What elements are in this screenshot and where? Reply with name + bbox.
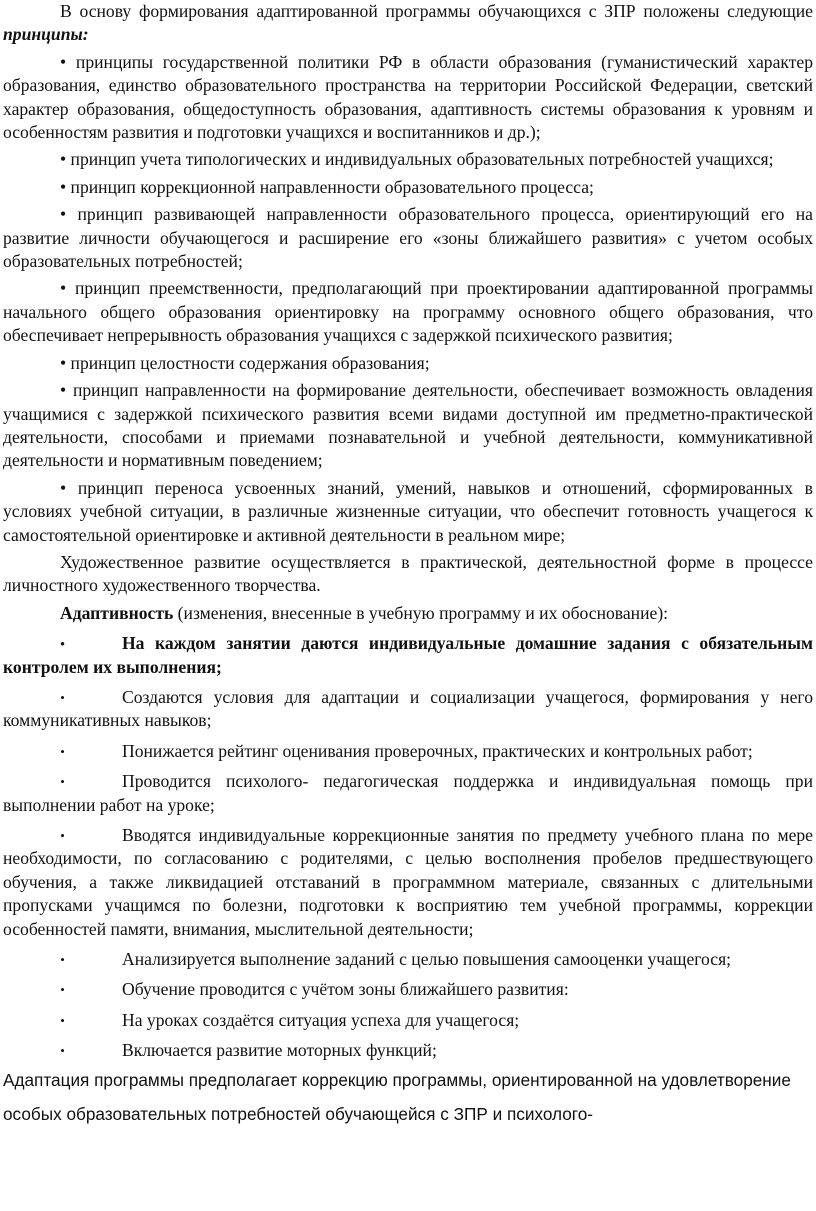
principle-item: • принцип целостности содержания образования; bbox=[60, 352, 430, 373]
adaptation-item bbox=[3, 770, 813, 817]
bullet-icon: • bbox=[60, 689, 65, 705]
adaptivity-label: Адаптивность bbox=[60, 602, 174, 623]
adaptation-text: Вводятся индивидуальные коррекционные занятия по предмету учебного плана по мере необходимости, по согласованию с родителями, с целью восполнения пробелов предшествующего обучения, а также ликвидацией отставаний в программном материале, связанных с длительными пропусками учащимся по болезни, подготовки к восприятию тем учебной программы, коррекции особенностей памяти, внимания, мыслительной деятельности; bbox=[3, 825, 813, 939]
bullet-icon: • bbox=[60, 774, 65, 790]
principle-item: • принцип направленности на формирование деятельности, обеспечивает возможность овладения учащимися с задержкой психического развития всеми видами доступной им предметно-практической деятельности, способами и приемами познавательной и учебной деятельности, коммуникативной деятельности и нормативным поведением; bbox=[3, 380, 813, 471]
adaptation-item bbox=[3, 740, 813, 763]
principle-item: • принцип переноса усвоенных знаний, умений, навыков и отношений, сформированных в условиях учебной ситуации, в различные жизненные ситуации, что обеспечит готовность учащегося к самостоятельной ориентировке и активной деятельности в реальном мире; bbox=[3, 477, 813, 545]
bullet-icon: • bbox=[60, 743, 65, 759]
adaptation-text: Включается развитие моторных функций; bbox=[122, 1040, 437, 1061]
adaptation-text: Проводится психолого- педагогическая поддержка и индивидуальная помощь при выполнении работ на уроке; bbox=[3, 771, 813, 815]
adaptation-text: На каждом занятии даются индивидуальные домашние задания с обязательным контролем их выполнения; bbox=[3, 633, 813, 677]
bullet-icon: • bbox=[60, 982, 65, 998]
adaptation-item bbox=[3, 948, 813, 971]
final-paragraph: Адаптация программы предполагает коррекцию программы, ориентированной на удовлетворение особых образовательных потребностей обучающейся с ЗПР и психолого- bbox=[3, 1069, 791, 1124]
adaptation-text: На уроках создаётся ситуация успеха для учащегося; bbox=[122, 1009, 520, 1030]
adaptivity-heading bbox=[3, 602, 813, 625]
adaptation-text: Создаются условия для адаптации и социализации учащегося, формирования у него коммуникативных навыков; bbox=[3, 686, 813, 731]
adaptation-text: Обучение проводится с учётом зоны ближайшего развития: bbox=[122, 979, 569, 1000]
adaptivity-text: (изменения, внесенные в учебную программу и их обоснование): bbox=[173, 602, 669, 623]
adaptation-item bbox=[3, 686, 813, 733]
adaptation-item bbox=[3, 632, 813, 679]
bullet-icon: • bbox=[60, 636, 65, 652]
adaptation-text: Понижается рейтинг оценивания проверочных, практических и контрольных работ; bbox=[122, 740, 753, 761]
adaptation-item bbox=[3, 1039, 813, 1062]
adaptation-text: Анализируется выполнение заданий с целью повышения самооценки учащегося; bbox=[122, 949, 732, 970]
principle-item: • принципы государственной политики РФ в области образования (гуманистический характер образования, единство образовательного пространства на территории Российской Федерации, светский характер образования, общедоступность образования, адаптивность системы образования к уровням и особенностям развития и подготовки учащихся и воспитанников и др.); bbox=[3, 51, 813, 143]
bullet-icon: • bbox=[60, 1012, 65, 1028]
bullet-icon: • bbox=[60, 828, 65, 843]
art-paragraph: Художественное развитие осуществляется в практической, деятельностной форме в процессе личностного художественного творчества. bbox=[3, 551, 813, 596]
intro-paragraph bbox=[3, 0, 813, 47]
bullet-icon: • bbox=[60, 952, 65, 968]
principle-item: • принцип учета типологических и индивидуальных образовательных потребностей учащихся; bbox=[60, 149, 774, 170]
adaptation-item bbox=[3, 1009, 813, 1032]
bullet-icon: • bbox=[60, 1043, 65, 1059]
principle-item: • принцип преемственности, предполагающий при проектировании адаптированной программы начального общего образования ориентировку на программу основного общего образования, что обеспечивает непрерывность образования учащихся с задержкой психического развития; bbox=[3, 278, 813, 346]
principle-item: • принцип коррекционной направленности образовательного процесса; bbox=[60, 176, 594, 197]
adaptation-item bbox=[3, 824, 813, 941]
principle-item: • принцип развивающей направленности образовательного процесса, ориентирующий его на развитие личности обучающегося и расширение его «зоны ближайшего развития» с учетом особых образовательных потребностей; bbox=[3, 204, 813, 272]
principles-label: принципы: bbox=[3, 24, 89, 45]
intro-text: В основу формирования адаптированной программы обучающихся с ЗПР положены следующие bbox=[60, 1, 813, 21]
adaptation-item bbox=[3, 978, 813, 1001]
